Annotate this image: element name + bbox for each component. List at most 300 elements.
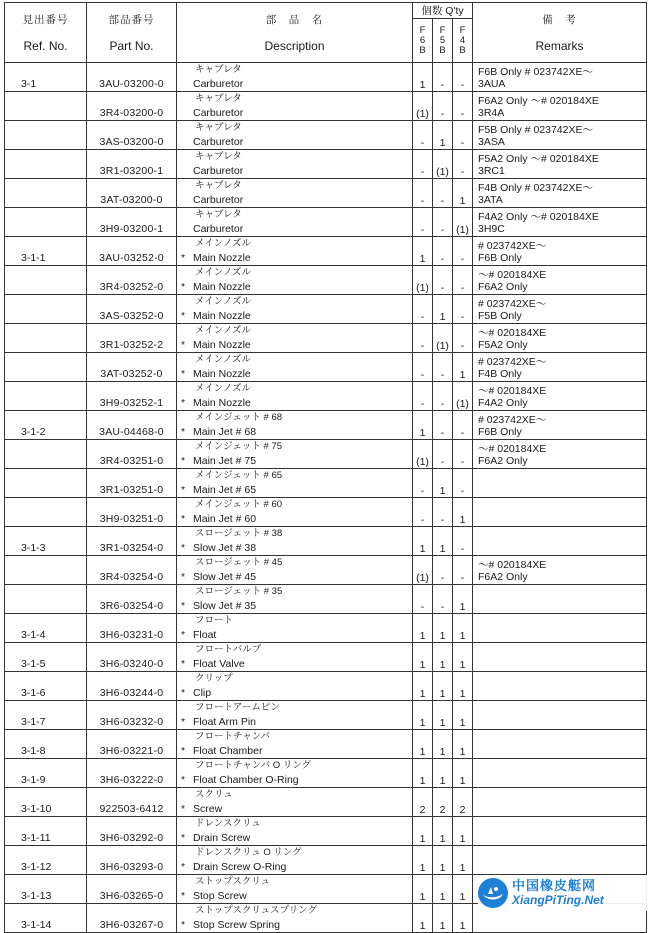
description-english: Float Arm Pin: [193, 716, 257, 728]
qty-f4b-cell: 1: [453, 179, 473, 208]
description-japanese: キャブレタ: [195, 209, 242, 220]
asterisk-marker: *: [181, 571, 186, 583]
remarks-cell: [473, 208, 647, 237]
qty-f5b-cell: -: [433, 556, 453, 585]
remarks-cell: [473, 469, 647, 498]
description-japanese: フロート: [195, 615, 234, 626]
ref-number-cell: [5, 585, 87, 614]
asterisk-marker: *: [181, 745, 186, 757]
description-english: Drain Screw O-Ring: [193, 861, 287, 873]
qty-f6b-cell: -: [413, 324, 433, 353]
part-number-cell: 3R4-03251-0: [87, 440, 177, 469]
part-number-cell: 3H6-03221-0: [87, 730, 177, 759]
asterisk-marker: *: [181, 716, 186, 728]
qty-f6b-cell: (1): [413, 266, 433, 295]
remarks-cell: [473, 382, 647, 411]
qty-f6b-cell: (1): [413, 556, 433, 585]
description-japanese: メインノズル: [195, 238, 252, 249]
description-english: Carburetor: [193, 223, 244, 235]
description-japanese: スロージェット # 38: [195, 528, 283, 539]
description-cell: [177, 208, 413, 237]
description-english-line: [181, 600, 409, 612]
qty-f6b-cell: 1: [413, 614, 433, 643]
asterisk-marker: *: [181, 513, 186, 525]
description-cell: [177, 266, 413, 295]
remarks-line: 3ASA: [478, 136, 505, 148]
qty-f6b-cell: -: [413, 208, 433, 237]
desc-header-en: Description: [264, 39, 325, 53]
description-english-line: [181, 832, 409, 844]
remarks-cell: [473, 237, 647, 266]
description-english-line: [181, 136, 409, 148]
asterisk-marker: *: [181, 629, 186, 641]
part-number-cell: 3H6-03292-0: [87, 817, 177, 846]
table-row: [5, 817, 647, 846]
desc-header-ja: 部 品 名: [265, 14, 324, 26]
description-cell: [177, 382, 413, 411]
ref-number-cell: 3-1-12: [5, 846, 87, 875]
qty-f6b-cell: 2: [413, 788, 433, 817]
description-english: Carburetor: [193, 194, 244, 206]
description-english: Carburetor: [193, 165, 244, 177]
ref-number-cell: [5, 353, 87, 382]
description-english: Main Jet # 75: [193, 455, 257, 467]
table-row: [5, 498, 647, 527]
description-english: Clip: [193, 687, 212, 699]
description-japanese: フロートチャンバ O リング: [195, 760, 312, 771]
part-number-cell: 3H6-03240-0: [87, 643, 177, 672]
qty-f4b-cell: -: [453, 63, 473, 92]
part-header-ja: 部品番号: [108, 14, 155, 26]
remarks-cell: [473, 672, 647, 701]
qty-f5b-cell: -: [433, 585, 453, 614]
ref-number-cell: 3-1-3: [5, 527, 87, 556]
desc-header: [177, 3, 413, 63]
qty-f5b-cell: (1): [433, 150, 453, 179]
description-english-line: [181, 513, 409, 525]
qty-f6b-cell: -: [413, 150, 433, 179]
description-english: Stop Screw Spring: [193, 919, 280, 931]
ref-number-cell: [5, 208, 87, 237]
qty-f5b-cell: 1: [433, 295, 453, 324]
description-cell: [177, 63, 413, 92]
table-row: [5, 353, 647, 382]
qty-f5b-cell: (1): [433, 324, 453, 353]
qty-f4b-cell: 1: [453, 846, 473, 875]
description-english-line: [181, 803, 409, 815]
ref-number-cell: 3-1-13: [5, 875, 87, 904]
qty-f4b-cell: -: [453, 556, 473, 585]
part-number-cell: 3R1-03251-0: [87, 469, 177, 498]
qty-f4b-cell: -: [453, 411, 473, 440]
remarks-line: 3AUA: [478, 78, 506, 90]
description-english: Main Nozzle: [193, 310, 251, 322]
qty-f4b-cell: 1: [453, 585, 473, 614]
part-number-cell: 3AU-03200-0: [87, 63, 177, 92]
description-english-line: [181, 658, 409, 670]
ref-number-cell: [5, 382, 87, 411]
qty-f5b-cell: -: [433, 440, 453, 469]
description-cell: [177, 701, 413, 730]
ref-number-cell: 3-1-9: [5, 759, 87, 788]
description-cell: [177, 643, 413, 672]
qty-f6b-cell: 1: [413, 730, 433, 759]
description-cell: [177, 295, 413, 324]
description-english-line: [181, 745, 409, 757]
remarks-cell: [473, 353, 647, 382]
qty-f4b-cell: 1: [453, 353, 473, 382]
description-japanese: ドレンスクリュ: [195, 818, 261, 829]
remarks-line: F6B Only # 023742XE～: [478, 66, 593, 78]
part-number-cell: 3AS-03252-0: [87, 295, 177, 324]
qty-f6b-cell: 1: [413, 759, 433, 788]
part-number-cell: 3H6-03222-0: [87, 759, 177, 788]
remarks-line: F6B Only: [478, 252, 522, 264]
ref-number-cell: [5, 498, 87, 527]
qty-f5b-cell: 2: [433, 788, 453, 817]
qty-f6b-cell: 1: [413, 904, 433, 933]
qty-f6b-cell: (1): [413, 440, 433, 469]
table-row: [5, 121, 647, 150]
part-number-cell: 3H6-03231-0: [87, 614, 177, 643]
ref-number-cell: 3-1-11: [5, 817, 87, 846]
part-number-cell: 3H6-03265-0: [87, 875, 177, 904]
asterisk-marker: *: [181, 658, 186, 670]
description-cell: [177, 498, 413, 527]
asterisk-marker: *: [181, 774, 186, 786]
qty-f4b-cell: -: [453, 324, 473, 353]
ref-number-cell: 3-1-1: [5, 237, 87, 266]
description-english-line: [181, 107, 409, 119]
remarks-header-ja: 備 考: [542, 14, 577, 26]
description-cell: [177, 179, 413, 208]
qty-f4b-cell: -: [453, 237, 473, 266]
asterisk-marker: *: [181, 339, 186, 351]
description-cell: [177, 237, 413, 266]
remarks-line: F5B Only # 023742XE～: [478, 124, 593, 136]
qty-f5b-cell: 1: [433, 643, 453, 672]
table-row: [5, 759, 647, 788]
remarks-line: F6A2 Only: [478, 571, 528, 583]
table-row: [5, 527, 647, 556]
remarks-cell: [473, 759, 647, 788]
table-row: [5, 237, 647, 266]
remarks-line: F5B Only: [478, 310, 522, 322]
description-cell: [177, 875, 413, 904]
asterisk-marker: *: [181, 687, 186, 699]
description-cell: [177, 614, 413, 643]
part-number-cell: 3AU-04468-0: [87, 411, 177, 440]
qty-f5b-cell: 1: [433, 469, 453, 498]
remarks-cell: [473, 788, 647, 817]
qty-f5b-cell: 1: [433, 527, 453, 556]
description-english: Slow Jet # 38: [193, 542, 257, 554]
table-row: [5, 701, 647, 730]
ref-number-cell: 3-1: [5, 63, 87, 92]
qty-f6b-cell: 1: [413, 817, 433, 846]
description-cell: [177, 411, 413, 440]
description-cell: [177, 846, 413, 875]
asterisk-marker: *: [181, 397, 186, 409]
asterisk-marker: *: [181, 310, 186, 322]
table-row: [5, 469, 647, 498]
description-cell: [177, 324, 413, 353]
qty-f4b-cell: -: [453, 92, 473, 121]
remarks-line: ～# 020184XE: [478, 327, 547, 339]
remarks-cell: [473, 498, 647, 527]
description-japanese: メインジェット # 68: [195, 412, 283, 423]
description-japanese: フロートバルブ: [195, 644, 262, 655]
remarks-cell: [473, 643, 647, 672]
remarks-cell: [473, 730, 647, 759]
qty-f4b-cell: 1: [453, 672, 473, 701]
qty-f5b-cell: -: [433, 353, 453, 382]
remarks-line: ～# 020184XE: [478, 443, 547, 455]
table-row: [5, 440, 647, 469]
qty-col-f5b-label: F 5 B: [439, 24, 446, 56]
remarks-line: # 023742XE～: [478, 356, 547, 368]
remarks-cell: [473, 92, 647, 121]
table-row: [5, 614, 647, 643]
table-row: [5, 730, 647, 759]
description-english: Slow Jet # 45: [193, 571, 257, 583]
watermark-url-text: XiangPiTing.Net: [512, 893, 604, 907]
qty-col-f5b: [433, 19, 453, 63]
part-number-cell: 3R4-03252-0: [87, 266, 177, 295]
remarks-cell: [473, 527, 647, 556]
part-number-cell: 922503-6412: [87, 788, 177, 817]
qty-f4b-cell: 1: [453, 614, 473, 643]
table-row: [5, 643, 647, 672]
description-english-line: [181, 281, 409, 293]
description-english: Main Nozzle: [193, 252, 251, 264]
asterisk-marker: *: [181, 542, 186, 554]
qty-f6b-cell: -: [413, 585, 433, 614]
qty-f5b-cell: -: [433, 266, 453, 295]
description-cell: [177, 150, 413, 179]
ref-number-cell: [5, 150, 87, 179]
remarks-line: ～# 020184XE: [478, 269, 547, 281]
qty-f6b-cell: 1: [413, 701, 433, 730]
description-english: Main Jet # 60: [193, 513, 257, 525]
description-japanese: キャブレタ: [195, 64, 242, 75]
part-number-cell: 3H6-03293-0: [87, 846, 177, 875]
description-english-line: [181, 426, 409, 438]
description-english: Float: [193, 629, 217, 641]
remarks-line: ～# 020184XE: [478, 385, 547, 397]
description-english-line: [181, 368, 409, 380]
description-japanese: スクリュ: [195, 789, 233, 800]
remarks-line: F4B Only # 023742XE～: [478, 182, 593, 194]
qty-f5b-cell: 1: [433, 614, 453, 643]
part-number-cell: 3AT-03200-0: [87, 179, 177, 208]
description-english-line: [181, 484, 409, 496]
description-english-line: [181, 919, 409, 931]
table-row: [5, 324, 647, 353]
description-english: Float Chamber: [193, 745, 263, 757]
remarks-line: # 023742XE～: [478, 240, 547, 252]
remarks-cell: [473, 846, 647, 875]
description-english: Main Nozzle: [193, 368, 251, 380]
description-english-line: [181, 542, 409, 554]
qty-f5b-cell: -: [433, 208, 453, 237]
qty-f5b-cell: -: [433, 63, 453, 92]
remarks-header: [473, 3, 647, 63]
description-japanese: キャブレタ: [195, 151, 242, 162]
qty-f4b-cell: 2: [453, 788, 473, 817]
qty-f5b-cell: -: [433, 411, 453, 440]
table-row: [5, 92, 647, 121]
asterisk-marker: *: [181, 890, 186, 902]
part-number-cell: 3H6-03244-0: [87, 672, 177, 701]
qty-f6b-cell: -: [413, 295, 433, 324]
description-japanese: フロートチャンバ: [195, 731, 271, 742]
site-watermark: [478, 875, 648, 911]
remarks-line: # 023742XE～: [478, 298, 547, 310]
remarks-cell: [473, 121, 647, 150]
description-japanese: メインノズル: [195, 354, 252, 365]
table-header: [5, 3, 647, 63]
part-number-cell: 3R1-03252-2: [87, 324, 177, 353]
qty-col-f4b: [453, 19, 473, 63]
table-row: [5, 411, 647, 440]
description-japanese: メインジェット # 60: [195, 499, 283, 510]
description-english-line: [181, 339, 409, 351]
qty-f4b-cell: 1: [453, 875, 473, 904]
description-cell: [177, 527, 413, 556]
ref-number-cell: [5, 556, 87, 585]
qty-f4b-cell: (1): [453, 382, 473, 411]
ref-number-cell: [5, 179, 87, 208]
remarks-line: F4B Only: [478, 368, 522, 380]
qty-f6b-cell: 1: [413, 237, 433, 266]
parts-table: [4, 2, 647, 933]
asterisk-marker: *: [181, 803, 186, 815]
qty-f5b-cell: -: [433, 237, 453, 266]
remarks-line: 3H9C: [478, 223, 505, 235]
remarks-line: F6A2 Only ～# 020184XE: [478, 95, 599, 107]
remarks-cell: [473, 440, 647, 469]
qty-f4b-cell: 1: [453, 759, 473, 788]
table-row: [5, 585, 647, 614]
table-row: [5, 556, 647, 585]
asterisk-marker: *: [181, 281, 186, 293]
qty-f4b-cell: -: [453, 527, 473, 556]
description-japanese: メインジェット # 75: [195, 441, 283, 452]
ref-number-cell: [5, 469, 87, 498]
asterisk-marker: *: [181, 919, 186, 931]
ref-number-cell: 3-1-2: [5, 411, 87, 440]
qty-f4b-cell: (1): [453, 208, 473, 237]
qty-f5b-cell: 1: [433, 730, 453, 759]
description-english: Screw: [193, 803, 223, 815]
ref-header-ja: 見出番号: [22, 14, 69, 26]
description-cell: [177, 672, 413, 701]
description-english-line: [181, 716, 409, 728]
part-header-en: Part No.: [109, 39, 154, 53]
remarks-cell: [473, 411, 647, 440]
ref-number-cell: 3-1-4: [5, 614, 87, 643]
qty-f5b-cell: -: [433, 92, 453, 121]
asterisk-marker: *: [181, 455, 186, 467]
description-english-line: [181, 165, 409, 177]
part-number-cell: 3AU-03252-0: [87, 237, 177, 266]
description-japanese: スロージェット # 35: [195, 586, 283, 597]
description-english: Main Jet # 68: [193, 426, 257, 438]
description-english: Float Chamber O-Ring: [193, 774, 299, 786]
remarks-cell: [473, 63, 647, 92]
remarks-cell: [473, 614, 647, 643]
description-cell: [177, 788, 413, 817]
qty-f4b-cell: 1: [453, 817, 473, 846]
ref-number-cell: 3-1-6: [5, 672, 87, 701]
description-english-line: [181, 774, 409, 786]
qty-f4b-cell: 1: [453, 643, 473, 672]
qty-f4b-cell: 1: [453, 498, 473, 527]
qty-f6b-cell: 1: [413, 63, 433, 92]
qty-f6b-cell: -: [413, 353, 433, 382]
description-japanese: ドレンスクリュ O リング: [195, 847, 302, 858]
part-number-cell: 3R1-03200-1: [87, 150, 177, 179]
qty-f5b-cell: 1: [433, 846, 453, 875]
qty-f4b-cell: 1: [453, 701, 473, 730]
remarks-line: F5A2 Only: [478, 339, 528, 351]
qty-f5b-cell: 1: [433, 701, 453, 730]
ref-number-cell: [5, 324, 87, 353]
description-japanese: スロージェット # 45: [195, 557, 283, 568]
part-number-cell: 3H6-03232-0: [87, 701, 177, 730]
description-english-line: [181, 310, 409, 322]
description-japanese: メインノズル: [195, 383, 252, 394]
asterisk-marker: *: [181, 832, 186, 844]
description-english: Slow Jet # 35: [193, 600, 257, 612]
qty-f6b-cell: -: [413, 469, 433, 498]
description-japanese: メインジェット # 65: [195, 470, 283, 481]
part-number-cell: 3R4-03200-0: [87, 92, 177, 121]
description-english-line: [181, 252, 409, 264]
description-english-line: [181, 78, 409, 90]
remarks-cell: [473, 295, 647, 324]
part-number-cell: 3R1-03254-0: [87, 527, 177, 556]
table-row: [5, 150, 647, 179]
description-cell: [177, 585, 413, 614]
remarks-line: 3RC1: [478, 165, 505, 177]
remarks-cell: [473, 585, 647, 614]
ref-number-cell: [5, 121, 87, 150]
description-cell: [177, 92, 413, 121]
description-japanese: クリップ: [195, 673, 233, 684]
qty-f5b-cell: 1: [433, 817, 453, 846]
ref-number-cell: [5, 440, 87, 469]
description-japanese: キャブレタ: [195, 122, 242, 133]
asterisk-marker: *: [181, 426, 186, 438]
description-english: Carburetor: [193, 136, 244, 148]
description-cell: [177, 730, 413, 759]
qty-col-f6b-label: F 6 B: [419, 24, 426, 56]
description-english: Main Jet # 65: [193, 484, 257, 496]
part-number-cell: 3H9-03252-1: [87, 382, 177, 411]
description-cell: [177, 904, 413, 933]
asterisk-marker: *: [181, 368, 186, 380]
part-number-cell: 3AT-03252-0: [87, 353, 177, 382]
table-row: [5, 208, 647, 237]
table-row: [5, 63, 647, 92]
description-english-line: [181, 194, 409, 206]
remarks-cell: [473, 266, 647, 295]
asterisk-marker: *: [181, 252, 186, 264]
description-japanese: キャブレタ: [195, 180, 242, 191]
description-english: Main Nozzle: [193, 281, 251, 293]
